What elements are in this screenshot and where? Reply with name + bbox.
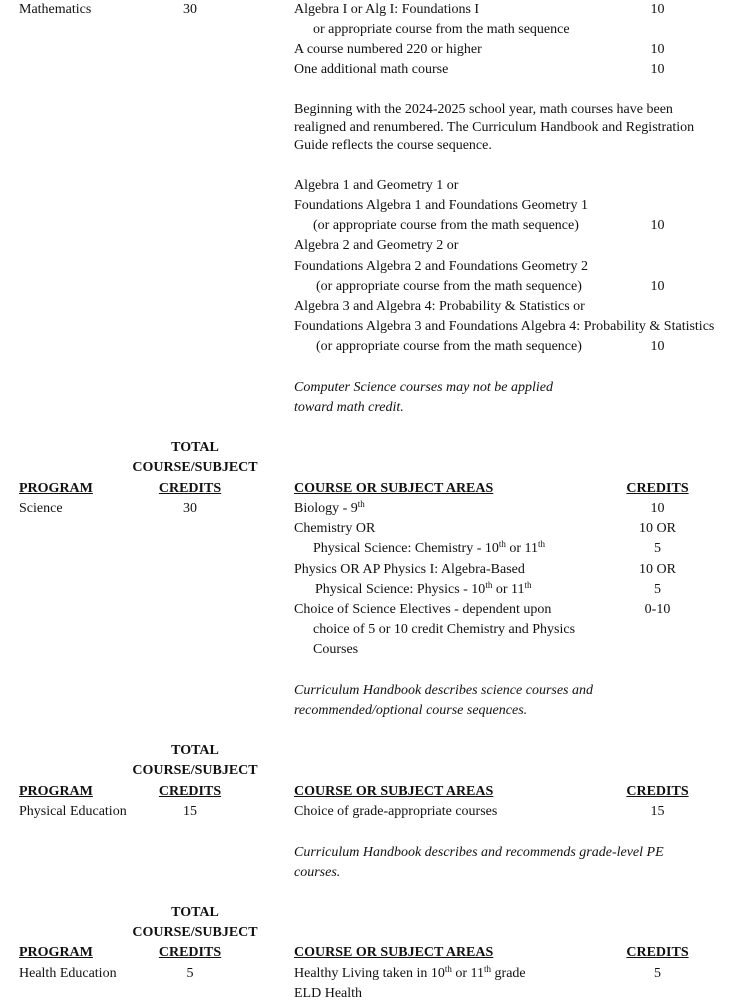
paragraph-line: Guide reflects the course sequence. bbox=[294, 138, 492, 153]
header-areas: COURSE OR SUBJECT AREAS bbox=[294, 784, 494, 799]
course-credits: 10 bbox=[650, 501, 665, 516]
program-credits: 15 bbox=[183, 804, 197, 819]
course-line: Choice of grade-appropriate courses bbox=[294, 804, 498, 819]
course-credits: 10 OR bbox=[639, 562, 676, 577]
course-line: Foundations Algebra 2 and Foundations Geometry 2 bbox=[294, 259, 588, 274]
program-name: Health Education bbox=[19, 966, 117, 981]
header-total: TOTAL bbox=[171, 905, 219, 920]
paragraph-line: Beginning with the 2024-2025 school year, math courses have been bbox=[294, 102, 673, 117]
course-line: (or appropriate course from the math sequence) bbox=[316, 339, 582, 354]
header-credits-right: CREDITS bbox=[626, 945, 689, 960]
course-line: Courses bbox=[313, 642, 359, 657]
course-line: Foundations Algebra 1 and Foundations Geometry 1 bbox=[294, 198, 588, 213]
course-credits: 10 OR bbox=[639, 521, 676, 536]
course-line: Physics OR AP Physics I: Algebra-Based bbox=[294, 562, 525, 577]
header-course-subject: COURSE/SUBJECT bbox=[132, 925, 258, 940]
paragraph-line: realigned and renumbered. The Curriculum Handbook and Registration bbox=[294, 120, 695, 135]
course-line: Physical Science: Physics - 10th or 11th bbox=[315, 580, 532, 597]
course-line: Biology - 9th bbox=[294, 499, 365, 516]
course-credits: 10 bbox=[650, 218, 665, 233]
course-credits: 10 bbox=[650, 339, 665, 354]
course-credits: 10 bbox=[650, 62, 665, 77]
header-areas: COURSE OR SUBJECT AREAS bbox=[294, 481, 494, 496]
course-line: or appropriate course from the math sequence bbox=[313, 22, 570, 37]
program-credits: 30 bbox=[183, 501, 197, 516]
header-course-subject: COURSE/SUBJECT bbox=[132, 763, 258, 778]
course-line: Foundations Algebra 3 and Foundations Algebra 4: Probability & Statistics bbox=[294, 319, 715, 334]
course-line: Algebra 1 and Geometry 1 or bbox=[294, 178, 459, 193]
program-credits: 5 bbox=[186, 966, 194, 981]
course-line: (or appropriate course from the math sequence) bbox=[316, 279, 582, 294]
header-total: TOTAL bbox=[171, 440, 219, 455]
header-total: TOTAL bbox=[171, 743, 219, 758]
header-credits: CREDITS bbox=[158, 481, 222, 496]
course-credits: 10 bbox=[650, 279, 665, 294]
program-credits: 30 bbox=[183, 2, 197, 17]
course-credits: 0-10 bbox=[644, 602, 671, 617]
header-course-subject: COURSE/SUBJECT bbox=[132, 460, 258, 475]
course-line: One additional math course bbox=[294, 62, 449, 77]
note-line: toward math credit. bbox=[294, 400, 404, 415]
course-credits: 15 bbox=[650, 804, 665, 819]
program-name: Physical Education bbox=[19, 804, 127, 819]
course-credits: 5 bbox=[654, 966, 661, 981]
course-line: Healthy Living taken in 10th or 11th grade bbox=[294, 964, 526, 981]
note-line: Curriculum Handbook describes science courses and bbox=[294, 683, 594, 698]
header-program: PROGRAM bbox=[19, 945, 93, 960]
course-line: choice of 5 or 10 credit Chemistry and Physics bbox=[313, 622, 576, 637]
course-line: Algebra 3 and Algebra 4: Probability & Statistics or bbox=[294, 299, 585, 314]
course-line: Physical Science: Chemistry - 10th or 11th bbox=[313, 539, 546, 556]
course-line: A course numbered 220 or higher bbox=[294, 42, 482, 57]
program-name: Mathematics bbox=[19, 2, 92, 17]
course-line: Choice of Science Electives - dependent upon bbox=[294, 602, 552, 617]
header-credits-right: CREDITS bbox=[626, 481, 689, 496]
course-line: Chemistry OR bbox=[294, 521, 376, 536]
header-areas: COURSE OR SUBJECT AREAS bbox=[294, 945, 494, 960]
note-line: Curriculum Handbook describes and recommends grade-level PE bbox=[294, 845, 664, 860]
header-credits: CREDITS bbox=[158, 945, 222, 960]
note-line: recommended/optional course sequences. bbox=[294, 703, 528, 718]
program-name: Science bbox=[19, 501, 63, 516]
course-credits: 10 bbox=[650, 2, 665, 17]
course-line: Algebra I or Alg I: Foundations I bbox=[294, 2, 480, 17]
header-program: PROGRAM bbox=[19, 784, 93, 799]
course-credits: 10 bbox=[650, 42, 665, 57]
note-line: courses. bbox=[294, 865, 341, 880]
header-credits: CREDITS bbox=[158, 784, 222, 799]
course-line: (or appropriate course from the math sequence) bbox=[313, 218, 579, 233]
header-program: PROGRAM bbox=[19, 481, 93, 496]
course-credits: 5 bbox=[654, 541, 661, 556]
note-line: Computer Science courses may not be applied bbox=[294, 380, 553, 395]
course-line: Algebra 2 and Geometry 2 or bbox=[294, 238, 459, 253]
header-credits-right: CREDITS bbox=[626, 784, 689, 799]
course-line: ELD Health bbox=[294, 986, 363, 1001]
course-credits: 5 bbox=[654, 582, 661, 597]
